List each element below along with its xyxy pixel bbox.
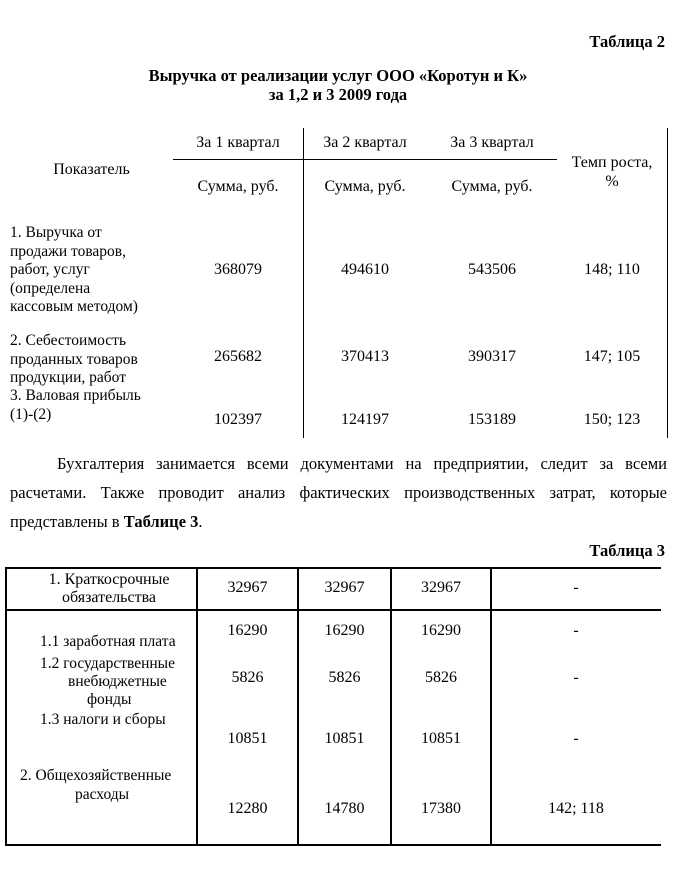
table2-row2-label-line: проданных товаров — [10, 350, 138, 368]
body-paragraph — [10, 449, 667, 536]
table3-cell-overhead-c3: 17380 — [421, 800, 461, 817]
table2-header-q1: За 1 квартал — [196, 134, 280, 151]
table3-label-2-line1: 2. Общехозяйственные — [20, 767, 172, 784]
table2-row1-label-line: (определена — [10, 279, 91, 297]
table3-cell-r1-c2: 32967 — [324, 579, 365, 596]
table3-left-border — [5, 567, 7, 846]
table2-header-growth — [557, 153, 667, 191]
table3-cell-r1-c3: 32967 — [421, 579, 461, 596]
table2-cell-r3-q3: 153189 — [468, 411, 516, 428]
table2-header-sum-q1: Сумма, руб. — [197, 178, 279, 195]
table2-header-underline — [173, 159, 557, 160]
table2-row1-label-line: кассовым методом) — [10, 298, 138, 315]
table2-row2-label-line: 2. Себестоимость — [10, 332, 127, 349]
table2-header-sum-q3: Сумма, руб. — [451, 178, 533, 195]
table3-cell-salary-c2: 16290 — [324, 622, 365, 639]
table3-label-2-line2: расходы — [75, 786, 130, 803]
table2-cell-r2-q1: 265682 — [214, 348, 262, 365]
table2-header-q2: За 2 квартал — [323, 134, 407, 151]
table3-caption: Таблица 3 — [589, 541, 665, 560]
paragraph-bold-reference: Таблице 3 — [123, 512, 199, 531]
table2-header-growth-line2: % — [605, 173, 619, 190]
table3-cell-salary-c3: 16290 — [421, 622, 461, 639]
document-title-line1: Выручка от реализации услуг ООО «Коротун и К» — [148, 66, 528, 85]
table3-cell-salary-growth: - — [573, 622, 579, 639]
table3-cell-taxes-c1: 10851 — [227, 730, 268, 747]
table2-header-growth-line1: Темп роста, — [571, 154, 653, 171]
table2-cell-r3-growth: 150; 123 — [583, 411, 641, 428]
table3-cell-funds-c3: 5826 — [425, 669, 457, 686]
table2-row1-label-line: 1. Выручка от — [10, 224, 102, 241]
table3-top-border — [5, 567, 661, 569]
table3-bottom-border — [5, 844, 661, 846]
table2-row1-label-line: работ, услуг — [10, 261, 90, 278]
paragraph-text-end: . — [198, 512, 203, 531]
table2-caption: Таблица 2 — [589, 32, 665, 51]
table3-cell-taxes-c2: 10851 — [324, 730, 365, 747]
table3-cell-overhead-growth: 142; 118 — [548, 800, 604, 817]
table3-row-divider — [5, 609, 661, 611]
table3-cell-salary-c1: 16290 — [227, 622, 268, 639]
table2-row1-label-line: продажи товаров, — [10, 242, 127, 260]
table3-label-1-1: 1.1 заработная плата — [40, 633, 176, 650]
table3-cell-funds-c2: 5826 — [328, 669, 361, 686]
table2-row3-label — [10, 387, 186, 424]
table2-row3-label-line: (1)-(2) — [10, 405, 52, 423]
table3-row1-label-line1: 1. Краткосрочные — [48, 571, 170, 588]
table3-label-1-2-line3: фонды — [87, 691, 132, 708]
document-title-line2: за 1,2 и 3 2009 года — [268, 85, 408, 104]
table2-row3-label-line: 3. Валовая прибыль — [10, 387, 141, 404]
table3-cell-r1-c1: 32967 — [227, 579, 268, 596]
table2-row2-label-line: продукции, работ — [10, 369, 126, 386]
table2-cell-r2-q2: 370413 — [341, 348, 389, 365]
table2-cell-r1-q3: 543506 — [468, 261, 516, 278]
table3-cell-taxes-growth: - — [573, 730, 579, 747]
table3-cell-overhead-c2: 14780 — [324, 800, 365, 817]
table3-cell-r1-growth: - — [573, 579, 579, 596]
table3-cell-funds-c1: 5826 — [231, 669, 264, 686]
table2-right-border — [667, 128, 668, 438]
table3-label-1-2-line1: 1.2 государственные — [40, 655, 175, 672]
table2-cell-r3-q2: 124197 — [341, 411, 389, 428]
table3-cell-overhead-c1: 12280 — [227, 800, 268, 817]
table2-header-q3: За 3 квартал — [450, 134, 534, 151]
table2-cell-r2-q3: 390317 — [468, 348, 516, 365]
table3-cell-funds-growth: - — [573, 669, 579, 686]
table2-row1-label — [10, 224, 186, 317]
table2-header-indicator: Показатель — [53, 161, 130, 178]
paragraph-text: Бухгалтерия занимается всеми документами на предприятии, следит за всеми расчетами. Также проводит анализ фактических производственных затрат, которые представлены в — [10, 454, 667, 531]
table2-header-sum-q2: Сумма, руб. — [324, 178, 406, 195]
table2-column-divider — [303, 128, 304, 438]
table2-cell-r1-q1: 368079 — [214, 261, 262, 278]
table3-label-1-3: 1.3 налоги и сборы — [40, 711, 166, 728]
table2-cell-r3-q1: 102397 — [214, 411, 262, 428]
table2-row2-label — [10, 332, 186, 388]
table2-cell-r1-growth: 148; 110 — [584, 261, 640, 278]
table2-cell-r2-growth: 147; 105 — [583, 348, 641, 365]
table2-cell-r1-q2: 494610 — [341, 261, 389, 278]
table3-label-1-2-line2: внебюджетные — [68, 673, 167, 690]
table3-cell-taxes-c3: 10851 — [421, 730, 461, 747]
table3-row1-label-line2: обязательства — [61, 589, 157, 606]
